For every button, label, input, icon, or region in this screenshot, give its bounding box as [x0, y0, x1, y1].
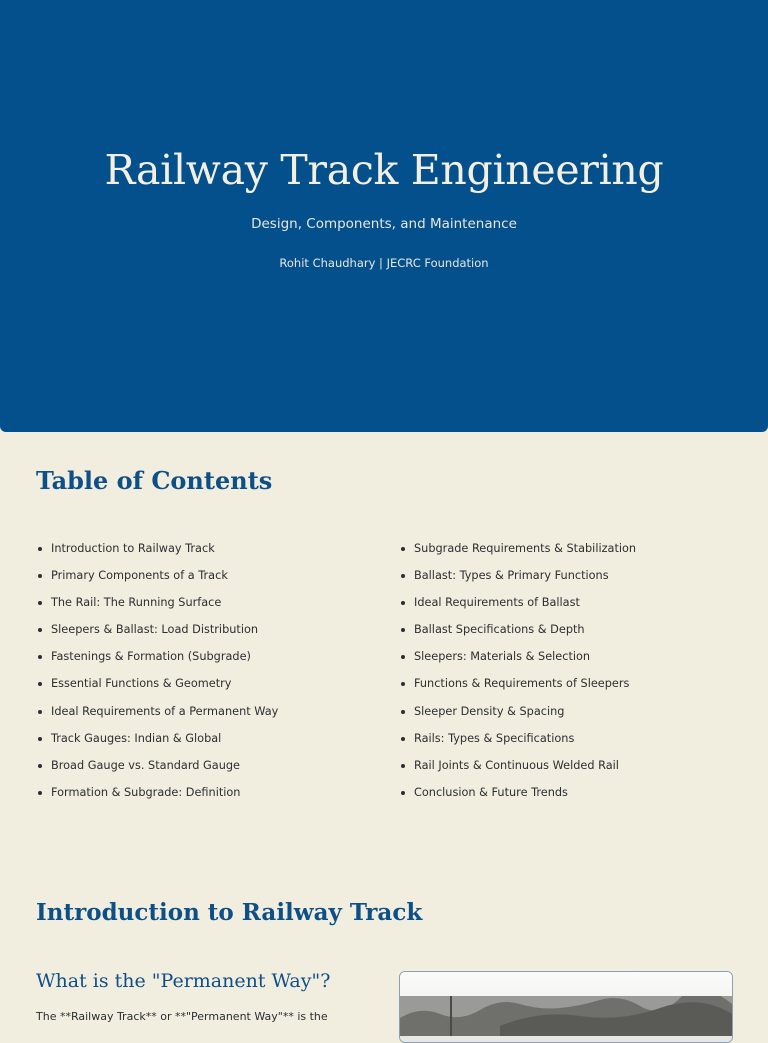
toc-item-label: Sleepers & Ballast: Load Distribution — [51, 623, 259, 637]
bullet-icon — [38, 737, 42, 741]
toc-item[interactable] — [38, 594, 278, 621]
title-banner — [0, 0, 768, 432]
bullet-icon — [401, 791, 405, 795]
bullet-icon — [401, 682, 405, 686]
bullet-icon — [38, 791, 42, 795]
bullet-icon — [38, 547, 42, 551]
toc-item-label: Sleeper Density & Spacing — [414, 704, 565, 718]
toc-item-label: Formation & Subgrade: Definition — [51, 785, 241, 799]
toc-item-label: Rails: Types & Specifications — [414, 731, 575, 745]
bullet-icon — [401, 574, 405, 578]
toc-item-label: Essential Functions & Geometry — [51, 677, 232, 691]
toc-item[interactable] — [401, 703, 636, 730]
toc-item[interactable] — [401, 784, 636, 811]
toc-item[interactable] — [401, 757, 636, 784]
toc-item[interactable] — [38, 757, 278, 784]
toc-item-label: The Rail: The Running Surface — [51, 596, 222, 610]
toc-item[interactable] — [38, 567, 278, 594]
presentation-subtitle: Design, Components, and Maintenance — [251, 216, 517, 232]
tree-line-image — [400, 996, 732, 1036]
bullet-icon — [38, 628, 42, 632]
bullet-icon — [38, 710, 42, 714]
section-body-text: The **Railway Track** or **"Permanent Way"** is the — [36, 1010, 328, 1023]
bullet-icon — [401, 710, 405, 714]
track-photo — [399, 971, 733, 1043]
toc-item[interactable] — [38, 703, 278, 730]
toc-item[interactable] — [401, 540, 636, 567]
bullet-icon — [401, 601, 405, 605]
presentation-title: Railway Track Engineering — [104, 146, 664, 194]
bullet-icon — [38, 655, 42, 659]
toc-item-label: Ballast: Types & Primary Functions — [414, 569, 609, 583]
toc-item[interactable] — [38, 648, 278, 675]
toc-item-label: Primary Components of a Track — [51, 569, 228, 583]
bullet-icon — [401, 628, 405, 632]
bullet-icon — [38, 682, 42, 686]
toc-item[interactable] — [38, 675, 278, 702]
toc-item[interactable] — [38, 784, 278, 811]
toc-item[interactable] — [401, 621, 636, 648]
toc-item-label: Functions & Requirements of Sleepers — [414, 677, 630, 691]
bullet-icon — [401, 764, 405, 768]
toc-item[interactable] — [38, 621, 278, 648]
toc-heading: Table of Contents — [36, 466, 273, 495]
toc-item[interactable] — [401, 730, 636, 757]
bullet-icon — [38, 574, 42, 578]
bullet-icon — [401, 655, 405, 659]
toc-item-label: Ballast Specifications & Depth — [414, 623, 585, 637]
toc-item[interactable] — [38, 730, 278, 757]
toc-item-label: Introduction to Railway Track — [51, 542, 215, 555]
toc-item[interactable] — [401, 594, 636, 621]
toc-column-right — [401, 540, 636, 811]
section-heading: Introduction to Railway Track — [36, 899, 423, 926]
toc-item[interactable] — [38, 540, 278, 567]
toc-column-left — [38, 540, 278, 811]
bullet-icon — [401, 737, 405, 741]
toc-item[interactable] — [401, 648, 636, 675]
bullet-icon — [38, 764, 42, 768]
toc-item-label: Fastenings & Formation (Subgrade) — [51, 650, 251, 664]
toc-item-label: Sleepers: Materials & Selection — [414, 650, 591, 664]
toc-item-label: Subgrade Requirements & Stabilization — [414, 542, 637, 555]
toc-item-label: Track Gauges: Indian & Global — [51, 731, 222, 745]
toc-item-label: Broad Gauge vs. Standard Gauge — [51, 758, 240, 772]
toc-item-label: Rail Joints & Continuous Welded Rail — [414, 758, 619, 772]
bullet-icon — [401, 547, 405, 551]
toc-item-label: Ideal Requirements of a Permanent Way — [51, 704, 279, 718]
toc-item[interactable] — [401, 675, 636, 702]
bullet-icon — [38, 601, 42, 605]
toc-item-label: Ideal Requirements of Ballast — [414, 596, 580, 610]
author-line: Rohit Chaudhary | JECRC Foundation — [279, 256, 489, 270]
toc-item[interactable] — [401, 567, 636, 594]
toc-item-label: Conclusion & Future Trends — [414, 785, 568, 799]
section-subheading: What is the "Permanent Way"? — [36, 970, 331, 992]
